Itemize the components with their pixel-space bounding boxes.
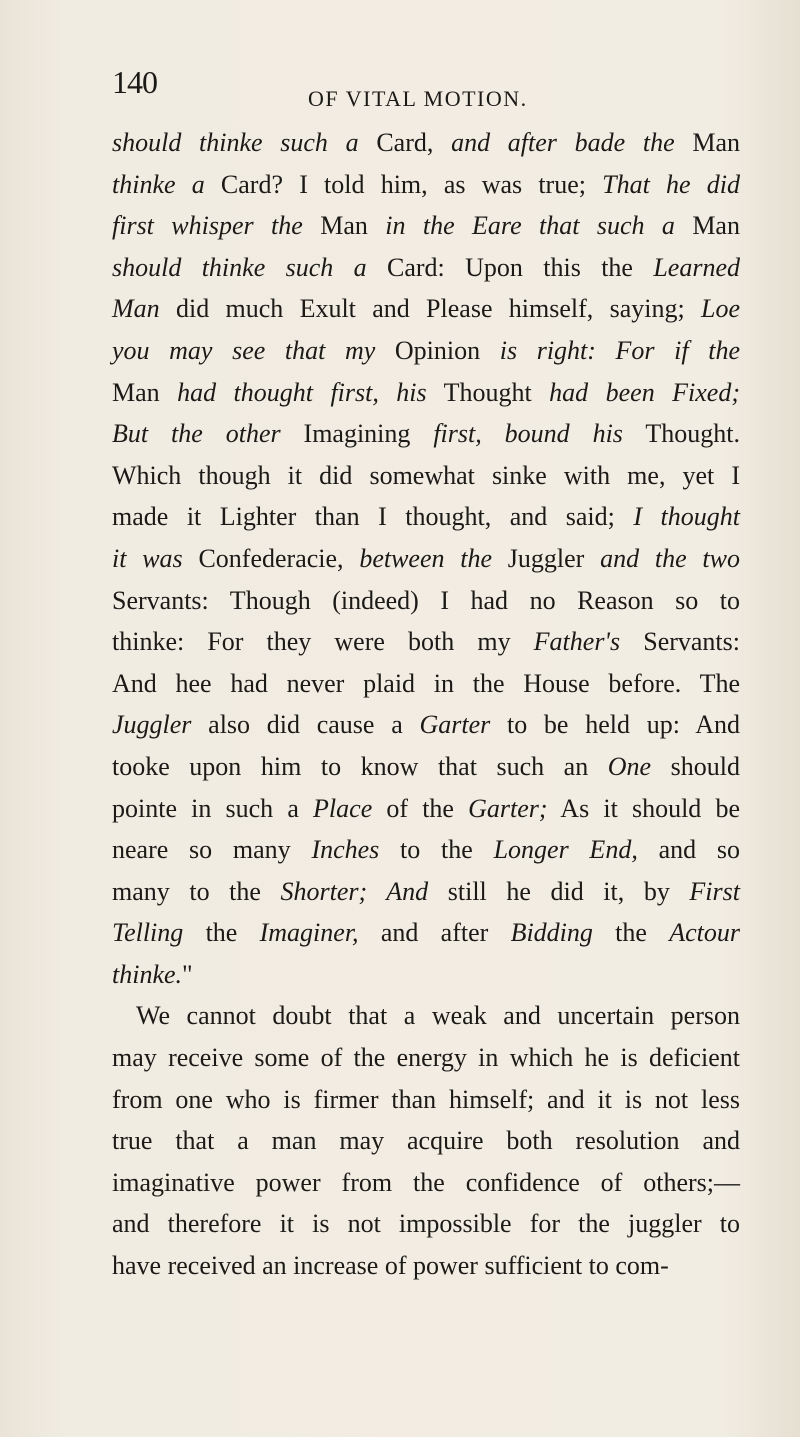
roman-text: still he did it, by: [428, 876, 690, 906]
italic-text: But the other: [112, 419, 281, 449]
roman-text: should: [651, 751, 740, 781]
text-line: [112, 1203, 740, 1245]
italic-text: should thinke such a: [112, 128, 359, 157]
roman-text: Juggler: [492, 543, 601, 573]
roman-text: We cannot doubt that a weak and uncertain person: [136, 1001, 740, 1031]
italic-text: Juggler: [112, 710, 192, 740]
italic-text: Place: [313, 793, 373, 823]
text-line: [112, 288, 740, 330]
italic-text: Garter;: [468, 793, 548, 823]
roman-text: and therefore it is not impossible for the juggler to: [112, 1209, 740, 1239]
roman-text: thinke: For they were both my: [112, 627, 534, 657]
roman-text: As it should be: [547, 793, 740, 823]
roman-text: and after: [358, 918, 511, 948]
roman-text: the: [592, 918, 670, 948]
text-line: [112, 1162, 740, 1204]
roman-text: Thought: [426, 377, 550, 407]
roman-text: made it Lighter than I thought, and said;: [112, 502, 634, 532]
italic-text: in the Eare that such a: [385, 211, 675, 241]
text-line: [112, 330, 740, 372]
italic-text: had been Fixed;: [549, 377, 740, 407]
italic-text: and after bade the: [451, 128, 675, 157]
italic-text: Telling: [112, 918, 184, 948]
italic-text: first, bound his: [433, 419, 623, 449]
running-head: OF VITAL MOTION.: [308, 86, 528, 111]
italic-text: Loe: [701, 294, 740, 324]
roman-text: the: [183, 918, 260, 948]
text-line: [112, 663, 740, 705]
italic-text: Garter: [419, 710, 491, 740]
italic-text: I thought: [633, 502, 741, 532]
roman-text: Man: [674, 211, 740, 241]
italic-text: Shorter; And: [280, 876, 429, 906]
roman-text: Confederacie,: [182, 543, 360, 573]
roman-text: Imagining: [280, 419, 434, 449]
italic-text: Father's: [533, 627, 621, 657]
italic-text: should thinke such a: [112, 252, 367, 282]
italic-text: is right: For if the: [499, 335, 740, 365]
roman-text: have received an increase of power sufficient to com-: [112, 1251, 669, 1281]
roman-text: may receive some of the energy in which he is deficient: [112, 1043, 740, 1073]
roman-text: Man: [674, 128, 740, 157]
text-line: [112, 372, 740, 414]
roman-text: Man: [302, 211, 386, 241]
text-line: [112, 621, 740, 663]
text-line: [112, 122, 740, 164]
text-line: [112, 704, 740, 746]
italic-text: it was: [112, 543, 183, 573]
italic-text: thinke a: [112, 169, 205, 199]
text-line: [112, 205, 740, 247]
italic-text: Longer End,: [493, 835, 638, 865]
roman-text: tooke upon him to know that such an: [112, 751, 608, 781]
body-text: [112, 122, 740, 1287]
roman-text: also did cause a: [191, 710, 420, 740]
italic-text: between the: [359, 543, 493, 573]
roman-text: And hee had never plaid in the House before. The: [112, 668, 740, 698]
italic-text: you may see that my: [112, 335, 376, 365]
roman-text: many to the: [112, 876, 281, 906]
roman-text: neare so many: [112, 835, 312, 865]
text-line: [112, 164, 740, 206]
italic-text: and the two: [600, 543, 740, 573]
roman-text: did much Exult and Please himself, saying;: [159, 294, 701, 324]
text-line: [112, 954, 740, 996]
text-line: [112, 1245, 740, 1287]
roman-text: Card: Upon this the: [366, 252, 654, 282]
roman-text: from one who is firmer than himself; and it is not less: [112, 1084, 740, 1114]
roman-text: Opinion: [375, 335, 500, 365]
text-line: [112, 413, 740, 455]
roman-text: and so: [637, 835, 740, 865]
roman-text: Which though it did somewhat sinke with me, yet I: [112, 460, 740, 490]
text-line: [112, 746, 740, 788]
roman-text: of the: [372, 793, 469, 823]
text-line: [112, 871, 740, 913]
italic-text: First: [689, 876, 740, 906]
italic-text: Man: [112, 294, 160, 324]
roman-text: imaginative power from the confidence of others;—: [112, 1167, 740, 1197]
italic-text: Imaginer,: [259, 918, 359, 948]
roman-text: Card? I told him, as was true;: [204, 169, 603, 199]
italic-text: thinke.: [112, 959, 183, 989]
text-line: [112, 538, 740, 580]
roman-text: ": [182, 959, 193, 989]
italic-text: Actour: [669, 918, 740, 948]
roman-text: Servants: Though (indeed) I had no Reason so to: [112, 585, 740, 615]
text-line: [112, 1120, 740, 1162]
text-line: [112, 788, 740, 830]
text-line: [112, 912, 740, 954]
text-line: [112, 580, 740, 622]
italic-text: That he did: [602, 169, 741, 199]
page-header: [0, 62, 800, 112]
italic-text: Inches: [311, 835, 380, 865]
roman-text: Card,: [358, 128, 452, 157]
italic-text: first whisper the: [112, 211, 303, 241]
text-line: [112, 247, 740, 289]
roman-text: to the: [379, 835, 494, 865]
text-line: [112, 1079, 740, 1121]
roman-text: true that a man may acquire both resolution and: [112, 1126, 740, 1156]
roman-text: Man: [112, 377, 178, 407]
text-line: [112, 496, 740, 538]
italic-text: Learned: [653, 252, 740, 282]
italic-text: had thought first, his: [177, 377, 427, 407]
roman-text: Servants:: [620, 627, 740, 657]
text-line: [112, 829, 740, 871]
roman-text: pointe in such a: [112, 793, 314, 823]
text-line: [112, 1037, 740, 1079]
italic-text: Bidding: [510, 918, 593, 948]
text-line: [112, 995, 740, 1037]
text-line: [112, 455, 740, 497]
roman-text: Thought.: [622, 419, 740, 449]
page-number: 140: [112, 64, 157, 100]
roman-text: to be held up: And: [490, 710, 740, 740]
italic-text: One: [607, 751, 652, 781]
